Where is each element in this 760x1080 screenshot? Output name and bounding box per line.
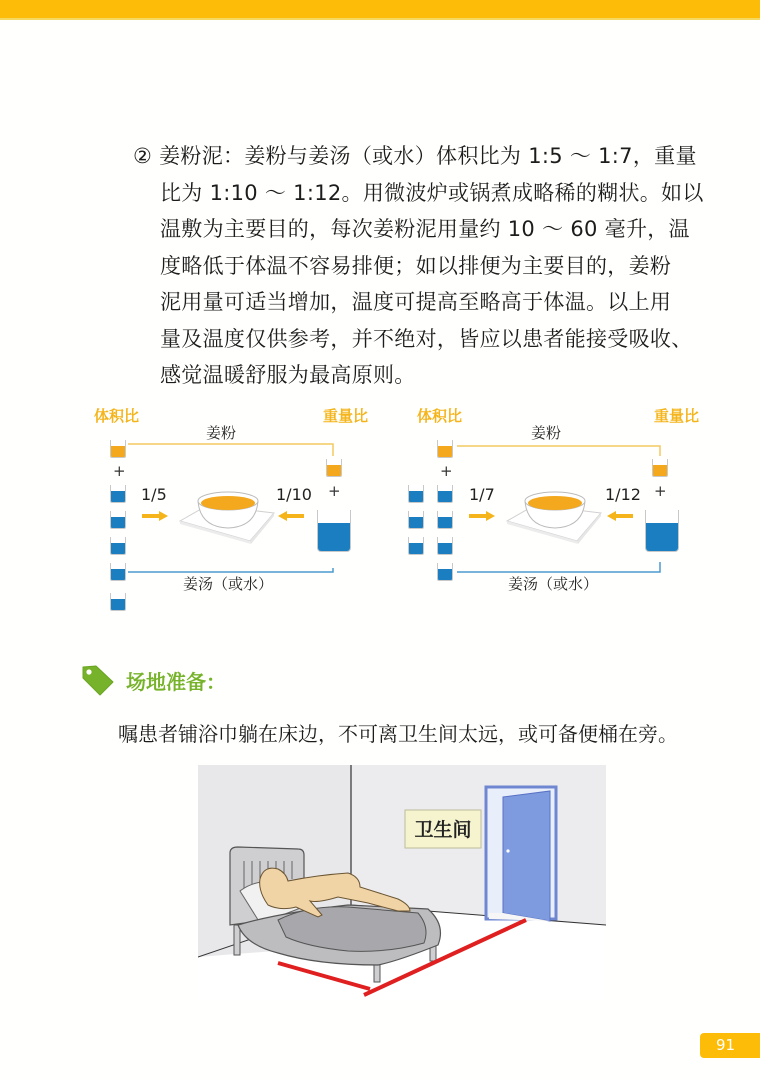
volume-ratio-label: 体积比: [94, 407, 140, 425]
circled-number-marker: ②: [133, 144, 153, 168]
ginger-cup-icon: [326, 459, 342, 477]
paragraph-line-1: ② 姜粉泥：姜粉与姜汤（或水）体积比为 1:5 ～ 1:7，重量: [133, 144, 697, 168]
section-title: 场地准备：: [126, 669, 226, 694]
water-cup-icon: [110, 511, 126, 529]
weight-ratio-value: 1/10: [276, 485, 312, 504]
section-heading: [80, 664, 226, 696]
arrow-left-icon: [278, 511, 304, 521]
weight-ratio-label: 重量比: [322, 407, 368, 425]
water-cup-icon: [408, 485, 424, 503]
paragraph-line-7: 感觉温暖舒服为最高原则。: [160, 363, 416, 387]
ginger-cup-icon: [652, 459, 668, 477]
bowl-on-scale-icon: [178, 483, 278, 545]
paragraph-line-5: 泥用量可适当增加，温度可提高至略高于体温。以上用: [160, 290, 672, 314]
water-cup-icon: [408, 511, 424, 529]
ginger-cup-icon: [110, 440, 126, 458]
volume-ratio-label: 体积比: [417, 407, 463, 425]
water-cup-icon: [437, 511, 453, 529]
paragraph-line-3: 温敷为主要目的，每次姜粉泥用量约 10 ～ 60 毫升，温: [160, 217, 690, 241]
plus-sign: +: [654, 482, 667, 500]
ginger-cup-icon: [437, 440, 453, 458]
arrow-left-icon: [607, 511, 633, 521]
water-beaker-icon: [317, 510, 351, 552]
bowl-on-scale-icon: [505, 483, 605, 545]
paragraph-line-2: 比为 1:10 ～ 1:12。用微波炉或锅煮成略稀的糊状。如以: [160, 180, 704, 205]
weight-ratio-label: 重量比: [653, 407, 699, 425]
top-color-bar: [0, 0, 760, 20]
ginger-paste-paragraph: [133, 138, 704, 394]
arrow-right-icon: [142, 511, 168, 521]
water-cup-icon: [110, 563, 126, 581]
paragraph-line-6: 量及温度仅供参考，并不绝对，皆应以患者能接受吸收、: [160, 326, 693, 351]
ginger-soup-label: 姜汤（或水）: [183, 575, 274, 593]
water-cup-icon: [437, 485, 453, 503]
volume-ratio-value: 1/5: [141, 485, 167, 504]
paragraph-line-4: 度略低于体温不容易排便；如以排便为主要目的，姜粉: [160, 253, 672, 278]
ginger-powder-label: 姜粉: [531, 424, 562, 442]
water-cup-icon: [110, 537, 126, 555]
ginger-powder-label: 姜粉: [206, 424, 237, 442]
water-cup-icon: [408, 537, 424, 555]
weight-ratio-value: 1/12: [605, 485, 641, 504]
arrow-right-icon: [469, 511, 495, 521]
water-cup-icon: [437, 537, 453, 555]
plus-sign: +: [440, 462, 453, 480]
water-beaker-icon: [645, 510, 679, 552]
water-cup-icon: [437, 563, 453, 581]
plus-sign: +: [328, 482, 341, 500]
ratio-diagram-1: [88, 400, 378, 620]
ginger-soup-label: 姜汤（或水）: [508, 575, 599, 593]
ratio-diagram-2: [405, 400, 699, 620]
water-cup-icon: [110, 593, 126, 611]
volume-ratio-value: 1/7: [469, 485, 495, 504]
page-number: 91: [700, 1033, 760, 1058]
water-cup-icon: [110, 485, 126, 503]
tag-icon: [80, 664, 116, 696]
plus-sign: +: [113, 462, 126, 480]
bathroom-sign-label: 卫生间: [414, 819, 472, 841]
setup-instruction: 嘱患者铺浴巾躺在床边，不可离卫生间太远，或可备便桶在旁。: [118, 722, 678, 746]
bedroom-scene-illustration: [198, 765, 606, 1000]
